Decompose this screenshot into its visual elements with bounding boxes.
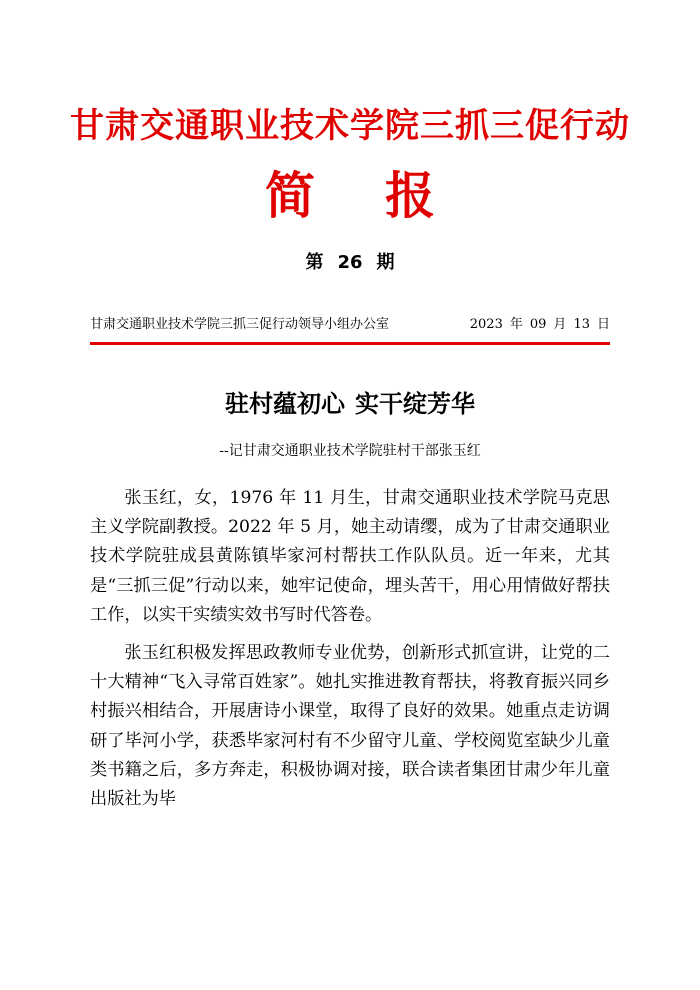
date-day-unit: 日 bbox=[596, 317, 610, 332]
date-month-unit: 月 bbox=[553, 317, 567, 332]
date-day: 13 bbox=[573, 317, 590, 332]
article-body bbox=[90, 484, 610, 823]
issue-prefix: 第 bbox=[305, 252, 324, 273]
bulletin-brief-title bbox=[0, 166, 700, 226]
issue-number bbox=[0, 250, 700, 276]
bulletin-header-title: 甘肃交通职业技术学院三抓三促行动 bbox=[70, 106, 630, 146]
publication-date bbox=[470, 316, 610, 334]
issuing-office: 甘肃交通职业技术学院三抓三促行动领导小组办公室 bbox=[90, 317, 390, 332]
article-paragraph: 张玉红，女，1976 年 11 月生，甘肃交通职业技术学院马克思主义学院副教授。2022 年 5 月，她主动请缨，成为了甘肃交通职业技术学院驻成县黄陈镇毕家河村帮扶工作队队员。近一年来，尤其是“三抓三促”行动以来，她牢记使命，埋头苦干，用心用情做好帮扶工作，以实干实绩实效书写时代答卷。 bbox=[90, 488, 610, 625]
article-subtitle: --记甘肃交通职业技术学院驻村干部张玉红 bbox=[219, 443, 481, 459]
article-paragraph: 张玉红积极发挥思政教师专业优势，创新形式抓宣讲，让党的二十大精神“飞入寻常百姓家”。她扎实推进教育帮扶，将教育振兴同乡村振兴相结合，开展唐诗小课堂，取得了良好的效果。她重点走访调研了毕河小学，获悉毕家河村有不少留守儿童、学校阅览室缺少儿童类书籍之后，多方奔走，积极协调对接，联合读者集团甘肃少年儿童出版社为毕 bbox=[90, 643, 610, 810]
date-year: 2023 bbox=[469, 317, 503, 332]
date-month: 09 bbox=[529, 317, 547, 332]
brief-char-2: 报 bbox=[385, 167, 435, 225]
publication-meta bbox=[90, 316, 610, 334]
date-year-unit: 年 bbox=[509, 317, 523, 332]
article-title-part-2: 实干绽芳华 bbox=[355, 390, 475, 418]
issue-number-value: 26 bbox=[337, 252, 363, 273]
issue-suffix: 期 bbox=[376, 252, 395, 273]
article-title-part-1: 驻村蕴初心 bbox=[225, 390, 345, 418]
brief-char-1: 简 bbox=[265, 167, 315, 225]
header-divider bbox=[90, 342, 610, 345]
article-title bbox=[0, 388, 700, 420]
